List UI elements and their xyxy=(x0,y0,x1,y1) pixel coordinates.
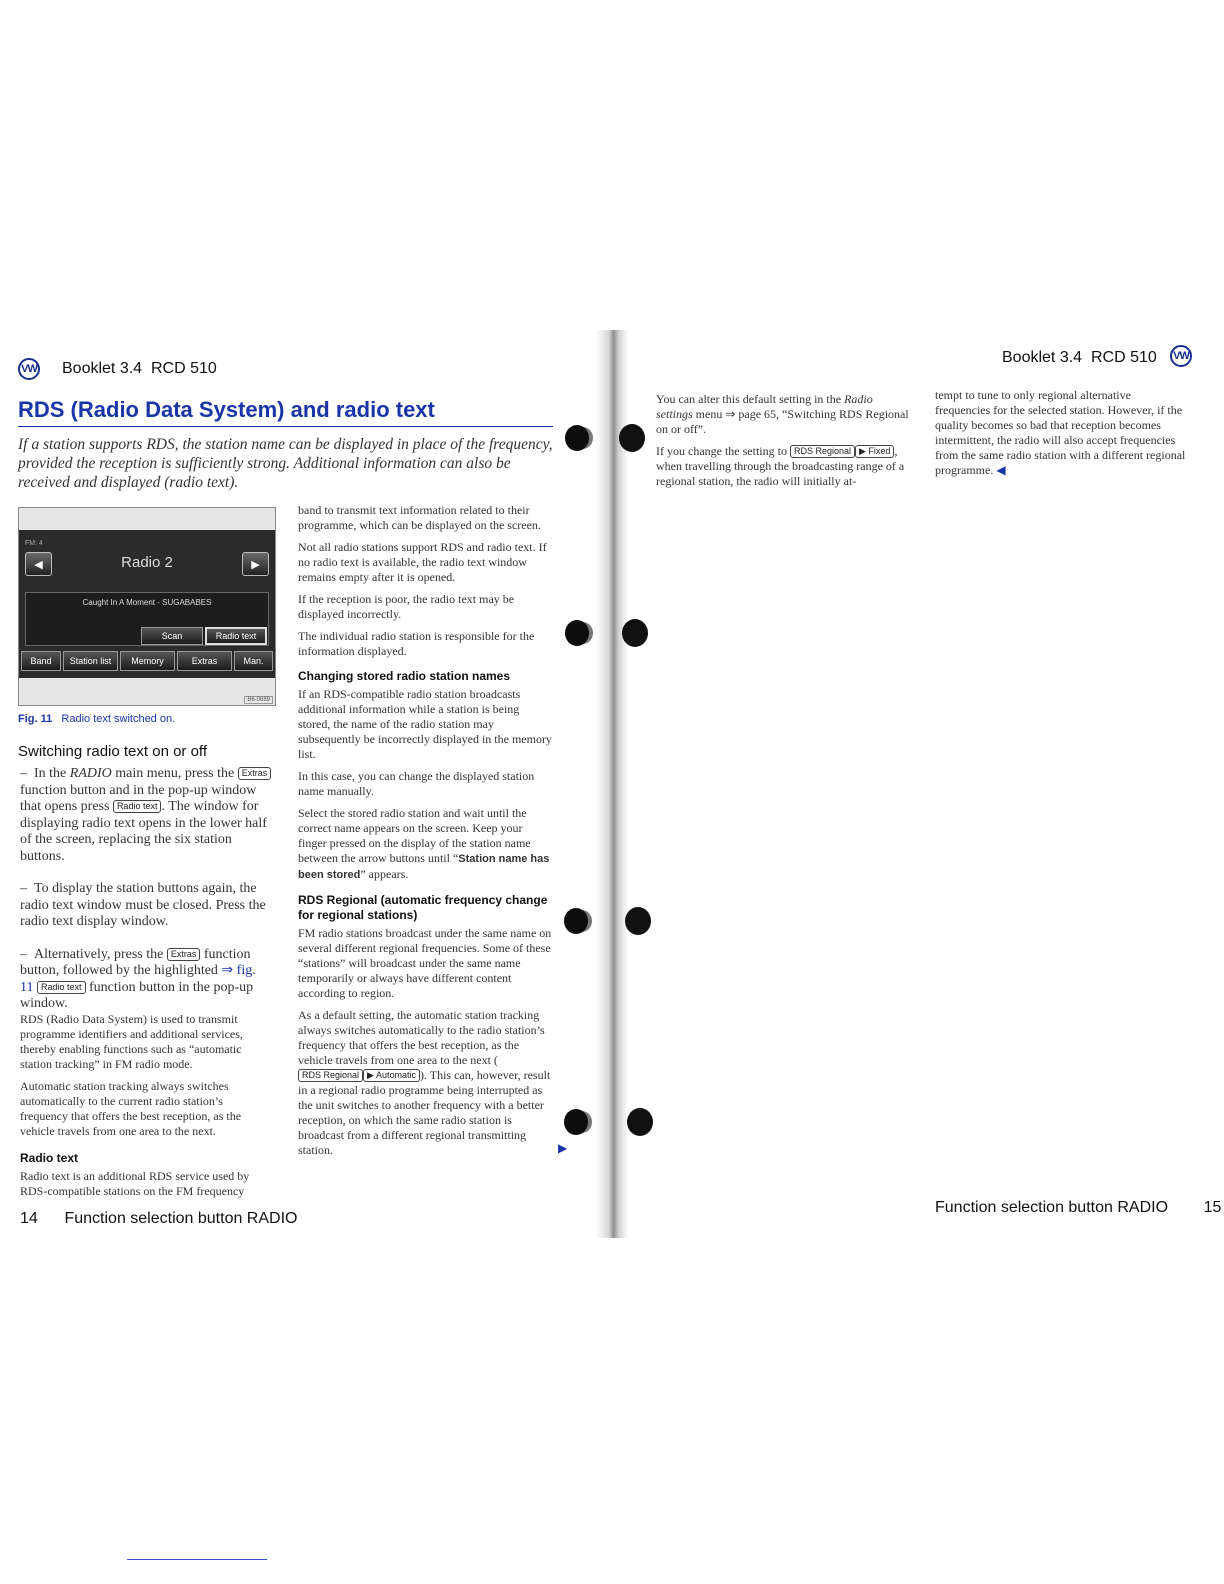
page-number-left: 14 xyxy=(20,1210,38,1227)
radio-text-content: Caught In A Moment - SUGABABES xyxy=(82,598,212,607)
binder-hole-right-1 xyxy=(619,424,645,452)
vw-logo-icon-right: VW xyxy=(1170,345,1192,367)
page-title: RDS (Radio Data System) and radio text xyxy=(18,397,435,422)
instruction-block xyxy=(20,766,274,1023)
footer-right xyxy=(935,1199,1221,1217)
station-tracking-description: Automatic station tracking always switches automatically to the current radio station’s frequency that offers the best reception, as the vehicle travels from one area to the next. xyxy=(20,1079,242,1138)
col2-paragraph-6: In this case, you can change the displayed station name manually. xyxy=(298,769,535,798)
figure-link[interactable]: ⇒ fig. 11 xyxy=(20,963,256,995)
radio-text-heading: Radio text xyxy=(20,1151,79,1165)
col2-paragraph-4: The individual radio station is responsible for the information displayed. xyxy=(298,629,535,658)
band-indicator: FM: 4 xyxy=(25,540,43,547)
key-extras: Extras xyxy=(238,767,272,780)
binding-spine xyxy=(596,330,628,1238)
key-extras-2: Extras xyxy=(167,948,201,961)
col2-paragraph-7: Select the stored radio station and wait until the correct name appears on the screen. Keep your finger pressed on the display of the station name between the arrow buttons until “Station name has been stored” appears. xyxy=(298,806,550,881)
heading-changing-names: Changing stored radio station names xyxy=(298,669,511,683)
radio-text-button[interactable]: Radio text xyxy=(205,627,267,645)
end-of-section-icon: ◀ xyxy=(996,463,1006,477)
key-fixed: ▶ Fixed xyxy=(855,445,894,458)
running-header-right xyxy=(1002,349,1157,367)
middle-column-body xyxy=(298,503,554,1165)
arrow-right-button[interactable]: ▶ xyxy=(242,552,269,576)
continued-arrow-icon: ▶ xyxy=(558,1141,568,1155)
binder-hole-right-2 xyxy=(622,619,648,647)
model-label-right: RCD 510 xyxy=(1090,349,1157,366)
binder-hole-right-3 xyxy=(625,907,651,935)
vw-logo-icon: VW xyxy=(18,358,40,380)
col2-paragraph-5: If an RDS-compatible radio station broadcasts additional information while a station is being stored, the name of the radio station may subsequently be incorrectly displayed in the memory list. xyxy=(298,687,552,761)
screen-display xyxy=(19,530,275,678)
heading-rds-regional: RDS Regional (automatic frequency change for regional stations) xyxy=(298,893,548,922)
figure-caption-text: Radio text switched on. xyxy=(61,713,176,725)
booklet-label-right: Booklet 3.4 xyxy=(1002,349,1083,366)
booklet-label: Booklet 3.4 xyxy=(62,360,143,377)
left-column-body xyxy=(20,1012,272,1206)
col2-paragraph-1: band to transmit text information related to their programme, which can be displayed on the screen. xyxy=(298,503,541,532)
figure-radio-screen xyxy=(18,507,276,706)
right-column-2 xyxy=(935,388,1189,485)
manual-button[interactable]: Man. xyxy=(234,651,273,671)
title-rule xyxy=(18,426,553,427)
binder-hole-left-4 xyxy=(564,1109,588,1135)
figure-code: B6-0689 xyxy=(244,696,273,704)
intro-paragraph: If a station supports RDS, the station name can be displayed in place of the frequency, provided the reception is sufficiently strong. Additional information can also be received and displayed (radio text). xyxy=(18,436,553,491)
page-number-right: 15 xyxy=(1203,1199,1222,1216)
col2-paragraph-2: Not all radio stations support RDS and radio text. If no radio text is available, the radio text window remains empty after it is opened. xyxy=(298,540,547,584)
model-label: RCD 510 xyxy=(150,360,217,377)
instruction-step-2: – To display the station buttons again, the radio text window must be closed. Press the radio text display window. xyxy=(20,881,266,929)
band-button[interactable]: Band xyxy=(21,651,61,671)
col2-paragraph-3: If the reception is poor, the radio text may be displayed incorrectly. xyxy=(298,592,515,621)
col2-paragraph-9: As a default setting, the automatic station tracking always switches automatically to the radio station’s frequency that offers the best reception, as the vehicle travels from one area to the next (RDS Regional ▶ Automatic ). This can, however, result in a regional radio programme being interrupted as the unit switches to another frequency with a better reception, on which the same radio station is broadcast from a different regional transmitting station. xyxy=(298,1008,551,1157)
rds-description: RDS (Radio Data System) is used to transmit programme identifiers and additional services, thereby enabling functions such as “automatic station tracking” in FM radio mode. xyxy=(20,1012,243,1071)
footer-section-left: Function selection button RADIO xyxy=(64,1210,298,1227)
binder-hole-right-4 xyxy=(627,1108,653,1136)
right-col2-paragraph-1: tempt to tune to only regional alternative frequencies for the selected station. However, if the quality becomes so bad that reception becomes intermittent, the radio will also accept frequencies from the same radio station with a different regional programme. ◀ xyxy=(935,388,1186,477)
right-col1-paragraph-1: You can alter this default setting in the Radio settings menu ⇒ page 65, “Switching RDS Regional on or off”. xyxy=(656,392,909,436)
binder-hole-left-1 xyxy=(565,425,589,451)
key-radio-text-2: Radio text xyxy=(37,981,86,994)
footer-section-right: Function selection button RADIO xyxy=(935,1199,1169,1216)
extras-button[interactable]: Extras xyxy=(177,651,232,671)
binder-hole-left-2 xyxy=(565,620,589,646)
binder-hole-left-3 xyxy=(564,908,588,934)
arrow-left-button[interactable]: ◀ xyxy=(25,552,52,576)
key-rds-regional: RDS Regional xyxy=(298,1069,363,1082)
instruction-step-1: – In the RADIO main menu, press the Extras function button and in the pop-up window that opens press Radio text . The window for displaying radio text opens in the lower half of the screen, replacing the six station buttons. xyxy=(20,766,274,865)
key-automatic: ▶ Automatic xyxy=(363,1069,420,1082)
figure-caption xyxy=(18,713,175,725)
scan-button[interactable]: Scan xyxy=(141,627,203,645)
footer-left xyxy=(20,1210,297,1228)
station-list-button[interactable]: Station list xyxy=(63,651,118,671)
memory-button[interactable]: Memory xyxy=(120,651,175,671)
right-column-1 xyxy=(656,392,912,496)
station-name-stored-message: Station name has been stored xyxy=(298,853,550,881)
col2-paragraph-8: FM radio stations broadcast under the same name on several different regional frequencies. Some of these “stations” will broadcast under the same name temporarily or always have different content according to region. xyxy=(298,926,552,1000)
key-rds-regional-right: RDS Regional xyxy=(790,445,855,458)
station-name-display[interactable]: Radio 2 xyxy=(121,554,173,571)
radio-text-description: Radio text is an additional RDS service used by RDS-compatible stations on the FM frequency xyxy=(20,1169,250,1198)
bottom-blue-rule xyxy=(127,1559,267,1560)
right-col1-paragraph-2: If you change the setting to RDS Regional ▶ Fixed , when travelling through the broadcasting range of a regional station, the radio will initially at- xyxy=(656,444,905,488)
figure-caption-number: Fig. 11 xyxy=(18,713,53,725)
running-header-left xyxy=(62,360,217,378)
section-heading-switching: Switching radio text on or off xyxy=(18,743,207,760)
key-radio-text: Radio text xyxy=(113,800,162,813)
instruction-step-3: – Alternatively, press the Extras function button, followed by the highlighted ⇒ fig. 11 Radio text function button in the pop-up window. xyxy=(20,946,256,1011)
